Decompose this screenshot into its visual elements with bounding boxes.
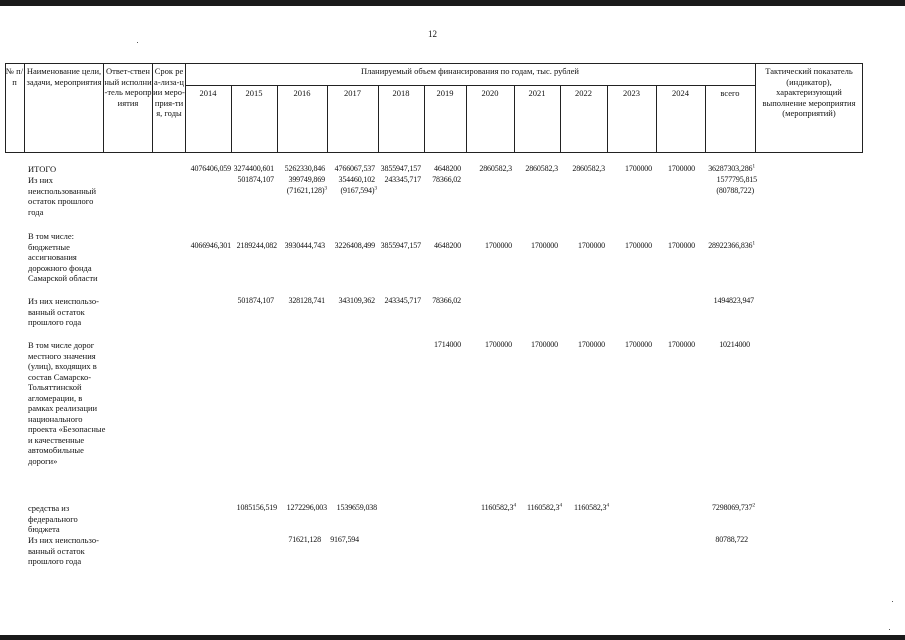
header-term: Срок реа-лиза-ции меро-прия-тия, годы [153,66,185,118]
header-indicator: Тактический показатель (индикатор), характеризующий выполнение мероприятия (мероприятий) [762,66,856,118]
cell-itogo-unused-2016: 399749,869 [288,175,325,184]
year-2024: 2024 [672,88,689,98]
cell-federal-total: 7298069,737$^2$ [712,502,755,512]
cell-roads-2024: 1700000 [668,340,695,349]
cell-budget-unused-total: 1494823,947 [713,296,754,305]
year-2016: 2016 [293,88,311,98]
year-2014: 2014 [199,88,217,98]
cell-budget-2021: 1700000 [531,241,558,250]
header-funding: Планируемый объем финансирования по годам, тыс. рублей [361,66,579,76]
cell-itogo-unused-2017: 354460,102 [338,175,375,184]
year-2022: 2022 [575,88,592,98]
cell-itogo-unused2-2017: $(9167,594)^3$ [340,185,377,195]
scan-speck [137,42,138,43]
cell-budget-2020: 1700000 [485,241,512,250]
cell-itogo-unused-total: 1577795,815 [716,175,757,184]
cell-budget-unused-2015: 501874,107 [237,296,274,305]
page-number: 12 [428,29,437,39]
cell-itogo-2015: 3274400,601 [233,164,274,173]
top-border [0,0,905,6]
row-label-federal-unused: Из них неиспользо-ванный остаток прошлого года [28,535,99,566]
header-name: Наименование цели, задачи, мероприятия [26,66,102,87]
header-executor: Ответ-ственный исполни-тель мероприятия [104,66,152,108]
cell-federal-2020: 1160582,3$^4$ [481,502,516,512]
cell-itogo-total: 36287303,286$^1$ [708,163,755,173]
cell-itogo-2023: 1700000 [625,164,652,173]
cell-budget-2022: 1700000 [578,241,605,250]
cell-budget-2015: 2189244,082 [236,241,277,250]
cell-budget-unused-2019: 78366,02 [432,296,461,305]
year-2020: 2020 [481,88,499,98]
cell-federal-2016: 1272296,003 [286,503,327,512]
cell-budget-2017: 3226408,499 [334,241,375,250]
row-label-itogo-unused: Из них неиспользованный остаток прошлого года [28,175,97,217]
cell-itogo-unused-2018: 243345,717 [384,175,421,184]
cell-roads-2019: 1714000 [434,340,461,349]
header-no: № п/п [5,66,24,87]
cell-budget-2016: 3930444,743 [284,241,325,250]
cell-federal-unused-2016: 71621,128 [288,535,321,544]
row-label-roads: В том числе дорог местного значения (улиц), входящих в состав Самарско-Тольяттинской агломерации, в рамках реализации национального проекта «Безопасные и качественные автомобильные дороги» [28,340,106,466]
year-2023: 2023 [623,88,640,98]
cell-roads-2021: 1700000 [531,340,558,349]
cell-federal-unused-2017: 9167,594 [330,535,359,544]
cell-itogo-unused2-total: (80788,722) [716,186,754,195]
cell-roads-2020: 1700000 [485,340,512,349]
row-label-budget-unused: Из них неиспользо-ванный остаток прошлого года [28,296,99,327]
year-total: всего [720,88,740,98]
cell-itogo-unused2-2016: $(71621,128)^3$ [286,185,327,195]
cell-federal-unused-total: 80788,722 [715,535,748,544]
year-2018: 2018 [392,88,410,98]
cell-budget-2024: 1700000 [668,241,695,250]
row-label-itogo: ИТОГО [28,164,57,174]
cell-roads-total: 10214000 [719,340,750,349]
cell-budget-2014: 4066946,301 [190,241,231,250]
cell-roads-2023: 1700000 [625,340,652,349]
cell-federal-2021: 1160582,3$^4$ [527,502,562,512]
cell-itogo-2020: 2860582,3 [479,164,512,173]
year-2021: 2021 [528,88,546,98]
cell-budget-total: 28922366,836$^1$ [708,240,755,250]
cell-federal-2017: 1539659,038 [336,503,377,512]
cell-budget-unused-2017: 343109,362 [338,296,375,305]
row-label-federal: средства из федерального бюджета [28,503,78,534]
cell-itogo-2016: 5262330,846 [284,164,325,173]
cell-itogo-2021: 2860582,3 [525,164,558,173]
cell-roads-2022: 1700000 [578,340,605,349]
cell-federal-2022: 1160582,3$^4$ [574,502,609,512]
cell-itogo-2019: 4648200 [434,164,461,173]
scan-speck [892,601,893,602]
year-2017: 2017 [344,88,361,98]
cell-itogo-unused-2019: 78366,02 [432,175,461,184]
cell-itogo-unused-2015: 501874,107 [237,175,274,184]
year-2015: 2015 [245,88,263,98]
cell-budget-2019: 4648200 [434,241,461,250]
year-2019: 2019 [436,88,454,98]
cell-budget-2018: 3855947,157 [380,241,421,250]
cell-budget-unused-2018: 243345,717 [384,296,421,305]
scan-speck [889,629,890,630]
cell-itogo-2018: 3855947,157 [380,164,421,173]
cell-itogo-2017: 4766067,537 [334,164,375,173]
cell-federal-2015: 1085156,519 [236,503,277,512]
row-label-budget: В том числе: бюджетные ассигнования дорожного фонда Самарской области [28,231,98,283]
cell-budget-unused-2016: 328128,741 [288,296,325,305]
cell-budget-2023: 1700000 [625,241,652,250]
bottom-border [0,635,905,640]
cell-itogo-2024: 1700000 [668,164,695,173]
cell-itogo-2014: 4076406,059 [190,164,231,173]
cell-itogo-2022: 2860582,3 [572,164,605,173]
